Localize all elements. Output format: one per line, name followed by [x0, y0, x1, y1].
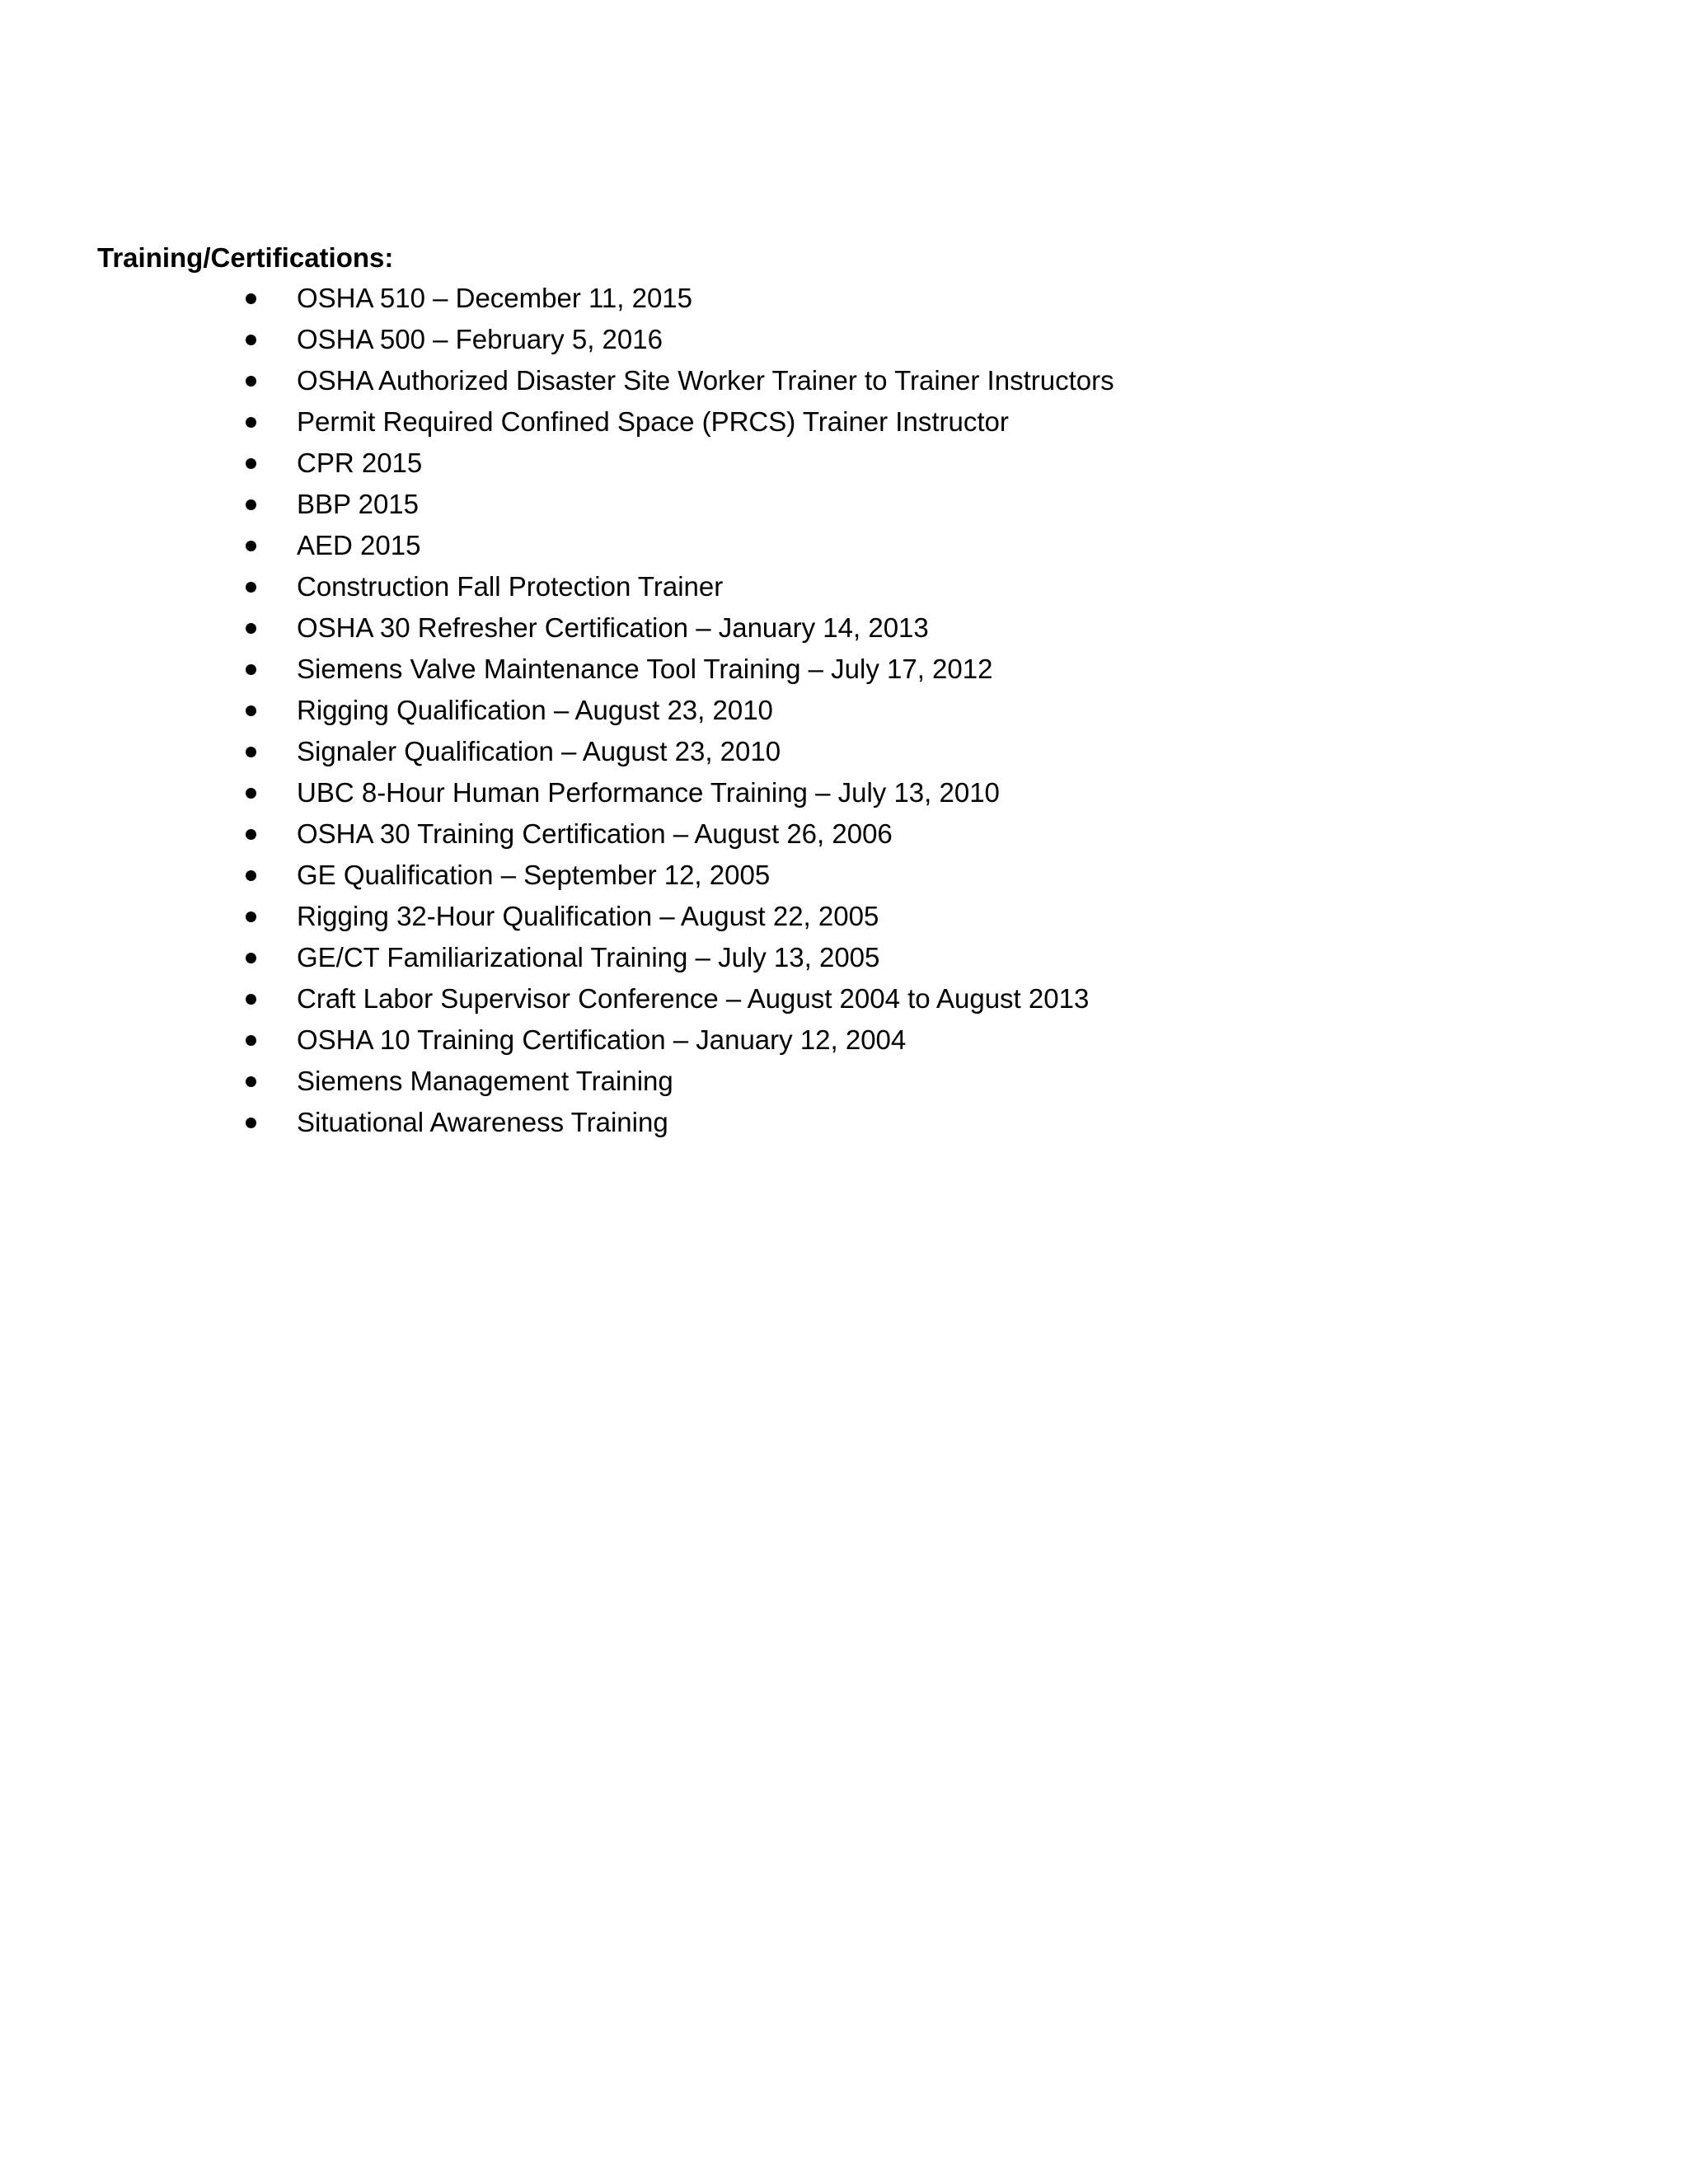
bullet-icon	[246, 376, 256, 387]
bullet-icon	[246, 788, 256, 799]
bullet-icon	[246, 829, 256, 840]
list-item-text: Construction Fall Protection Trainer	[297, 571, 724, 602]
list-item-text: Rigging 32-Hour Qualification – August 22, 2005	[297, 901, 879, 931]
bullet-icon	[246, 582, 256, 593]
list-item-text: AED 2015	[297, 530, 421, 560]
list-item-text: Situational Awareness Training	[297, 1107, 668, 1137]
list-item-text: OSHA 510 – December 11, 2015	[297, 283, 693, 313]
list-item-text: Signaler Qualification – August 23, 2010	[297, 736, 781, 766]
bullet-icon	[246, 417, 256, 428]
bullet-icon	[246, 747, 256, 757]
bullet-icon	[246, 705, 256, 716]
bullet-icon	[246, 664, 256, 675]
bullet-icon	[246, 1035, 256, 1046]
bullet-icon	[246, 870, 256, 881]
list-item-text: GE Qualification – September 12, 2005	[297, 860, 771, 890]
bullet-icon	[246, 293, 256, 304]
bullet-icon	[246, 1118, 256, 1128]
bullet-icon	[246, 499, 256, 510]
list-item-text: OSHA 30 Refresher Certification – January 14, 2013	[297, 612, 929, 643]
bullet-icon	[246, 541, 256, 551]
list-item-text: Permit Required Confined Space (PRCS) Trainer Instructor	[297, 406, 1009, 437]
section-heading: Training/Certifications:	[97, 242, 394, 273]
list-item-text: Craft Labor Supervisor Conference – August 2004 to August 2013	[297, 983, 1090, 1014]
list-item-text: OSHA 30 Training Certification – August 26, 2006	[297, 818, 893, 849]
bullet-icon	[246, 623, 256, 634]
list-item-text: Rigging Qualification – August 23, 2010	[297, 695, 773, 725]
list-item-text: OSHA Authorized Disaster Site Worker Trainer to Trainer Instructors	[297, 365, 1114, 396]
list-item-text: GE/CT Familiarizational Training – July 13, 2005	[297, 942, 880, 972]
list-item-text: CPR 2015	[297, 448, 423, 478]
bullet-icon	[246, 953, 256, 963]
list-item-text: OSHA 500 – February 5, 2016	[297, 324, 663, 354]
bullet-icon	[246, 1076, 256, 1087]
list-item-text: Siemens Management Training	[297, 1066, 673, 1096]
list-item-text: UBC 8-Hour Human Performance Training – July 13, 2010	[297, 777, 1000, 808]
list-item-text: Siemens Valve Maintenance Tool Training – July 17, 2012	[297, 654, 993, 684]
bullet-icon	[246, 335, 256, 345]
bullet-icon	[246, 912, 256, 922]
list-item-text: OSHA 10 Training Certification – January 12, 2004	[297, 1024, 907, 1055]
list-item-text: BBP 2015	[297, 489, 420, 519]
bullet-icon	[246, 458, 256, 469]
bullet-icon	[246, 994, 256, 1005]
